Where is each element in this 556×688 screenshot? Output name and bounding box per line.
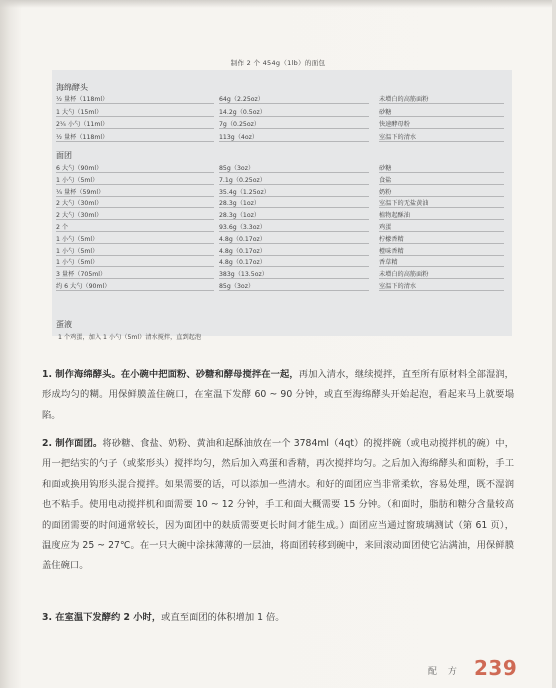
row-divider (56, 278, 214, 279)
row-divider (379, 278, 504, 279)
weight-cell: 4.8g（0.17oz） (219, 259, 266, 267)
step-2-heading: 2. 制作面团。 (42, 438, 103, 449)
egg-section-header: 蛋液 (56, 320, 72, 329)
weight-cell: 85g（3oz） (219, 165, 255, 172)
row-divider (379, 231, 504, 232)
row-divider (379, 290, 504, 291)
volume-cell: ½ 量杯（118ml） (56, 133, 109, 141)
row-divider (219, 219, 369, 220)
volume-cell: 约 6 大勺（90ml） (56, 283, 111, 290)
row-divider (379, 128, 504, 129)
table-row (56, 234, 504, 245)
table-row (56, 222, 504, 233)
weight-cell: 28.3g（1oz） (219, 212, 261, 220)
volume-cell: 2¼ 小勺（11ml） (56, 121, 109, 128)
row-divider (219, 290, 369, 291)
row-divider (56, 141, 214, 142)
row-divider (379, 255, 504, 256)
ingredient-cell: 室温下的无盐黄油 (379, 200, 429, 208)
row-divider (56, 290, 214, 291)
row-divider (379, 172, 504, 173)
volume-cell: 2 个 (56, 224, 69, 231)
weight-cell: 64g（2.25oz） (219, 96, 264, 103)
volume-cell: 1 小勺（5ml） (56, 235, 99, 243)
step-1-heading: 1. 制作海绵酵头。在小碗中把面粉、砂糖和酵母搅拌在一起， (42, 369, 299, 380)
weight-cell: 35.4g（1.25oz） (219, 188, 270, 196)
egg-wash-note: 1 个鸡蛋，加入 1 小勺（5ml）清水搅拌，直到起泡 (58, 334, 202, 341)
ingredient-cell: 奶粉 (379, 188, 392, 196)
table-row (56, 210, 504, 221)
table-row (56, 187, 504, 198)
row-divider (56, 255, 214, 256)
table-row (56, 269, 504, 280)
table-row (56, 246, 504, 257)
weight-cell: 85g（3oz） (219, 283, 255, 290)
volume-cell: 2 大勺（30ml） (56, 200, 103, 208)
row-divider (379, 196, 504, 197)
volume-cell: ¼ 量杯（59ml） (56, 188, 105, 196)
row-divider (379, 141, 504, 142)
row-divider (56, 172, 214, 173)
ingredient-cell: 室温下的清水 (379, 133, 417, 141)
volume-cell: 1 小勺（5ml） (56, 176, 99, 184)
table-row (56, 281, 504, 292)
ingredient-cell: 未增白的高筋面粉 (379, 271, 429, 279)
row-divider (56, 116, 214, 117)
row-divider (379, 103, 504, 104)
ingredient-cell: 柠檬香精 (379, 235, 404, 243)
step-3-text: 或直至面团的体积增加 1 倍。 (161, 612, 285, 623)
row-divider (219, 278, 369, 279)
page-top-shadow (0, 0, 556, 8)
weight-cell: 7.1g（0.25oz） (219, 176, 266, 184)
row-divider (219, 141, 369, 142)
step-1 (42, 365, 514, 426)
row-divider (219, 243, 369, 244)
row-divider (56, 243, 214, 244)
page-number: 239 (474, 656, 518, 680)
volume-cell: 1 小勺（5ml） (56, 259, 99, 267)
row-divider (379, 207, 504, 208)
table-row (56, 257, 504, 268)
step-3-heading: 3. 在室温下发酵约 2 小时， (42, 612, 162, 623)
row-divider (219, 207, 369, 208)
table-row (56, 132, 504, 143)
volume-cell: 2 大勺（30ml） (56, 212, 103, 220)
ingredient-cell: 室温下的清水 (379, 283, 417, 290)
table-row (56, 163, 504, 174)
weight-cell: 383g（13.5oz） (219, 271, 268, 279)
row-divider (379, 116, 504, 117)
step-1-text: 再加入清水，继续搅拌，直至所有原材料全部湿润，形成均匀的糊。用保鲜膜盖住碗口，在室温下发酵 60 ~ 90 分钟，或直至海绵酵头开始起泡，看起来马上就要塌陷。 (42, 369, 514, 421)
ingredient-cell: 砂糖 (379, 165, 392, 172)
volume-cell: 1 大勺（15ml） (56, 108, 103, 116)
ingredient-cell: 植物起酥油 (379, 212, 410, 220)
row-divider (56, 231, 214, 232)
volume-cell: 6 大勺（90ml） (56, 165, 103, 172)
step-2 (42, 434, 514, 577)
volume-cell: 1 小勺（5ml） (56, 247, 99, 255)
weight-cell: 113g（4oz） (219, 133, 259, 141)
weight-cell: 4.8g（0.17oz） (219, 235, 266, 243)
volume-cell: 3 量杯（705ml） (56, 271, 107, 279)
weight-cell: 14.2g（0.5oz） (219, 108, 266, 116)
row-divider (219, 231, 369, 232)
row-divider (219, 128, 369, 129)
weight-cell: 93.6g（3.3oz） (219, 224, 266, 231)
table-row (56, 94, 504, 105)
table-row (56, 175, 504, 186)
row-divider (219, 116, 369, 117)
row-divider (56, 128, 214, 129)
row-divider (56, 103, 214, 104)
weight-cell: 28.3g（1oz） (219, 200, 261, 208)
footer-section-label: 配 方 (428, 667, 461, 677)
ingredient-cell: 鸡蛋 (379, 224, 392, 231)
table-row (56, 198, 504, 209)
row-divider (56, 196, 214, 197)
page-right-edge (552, 0, 556, 688)
row-divider (219, 184, 369, 185)
ingredient-cell: 香草精 (379, 259, 398, 267)
table-row (56, 119, 504, 130)
ingredient-cell: 食盐 (379, 176, 392, 184)
row-divider (219, 266, 369, 267)
ingredient-cell: 砂糖 (379, 108, 392, 116)
weight-cell: 4.8g（0.17oz） (219, 247, 266, 255)
row-divider (56, 219, 214, 220)
dough-section-header: 面团 (56, 151, 72, 160)
ingredient-cell: 橙味香精 (379, 247, 404, 255)
step-2-text: 将砂糖、食盐、奶粉、黄油和起酥油放在一个 3784ml（4qt）的搅拌碗（或电动搅拌机的碗）中，用一把结实的勺子（或桨形头）搅拌均匀，然后加入鸡蛋和香精，再次搅拌均匀。之后加入海绵酵头和面粉，手工和面或换用钩形头混合搅拌。如果需要的话，可以添加一些清水。和好的面团应当非常柔软，容易处理，既不湿润也不粘手。使用电动搅拌机和面需要 10 ~ 12 分钟，手工和面大概需要 15 分钟。（和面时，脂肪和糖分含量较高的面团需要的时间通常较长，因为面团中的麸质需要更长时间才能生成。）面团应当通过窗玻璃测试（第 61 页），温度应为 25 ~ 27℃。在一只大碗中涂抹薄薄的一层油，将面团转移到碗中，来回滚动面团使它沾满油，用保鲜膜盖住碗口。 (42, 438, 514, 572)
row-divider (379, 184, 504, 185)
row-divider (219, 196, 369, 197)
row-divider (56, 184, 214, 185)
row-divider (56, 207, 214, 208)
ingredient-cell: 快速酵母粉 (379, 121, 410, 128)
recipe-table-title: 制作 2 个 454g（1lb）的面包 (230, 59, 326, 67)
row-divider (379, 243, 504, 244)
volume-cell: ½ 量杯（118ml） (56, 96, 109, 103)
weight-cell: 7g（0.25oz） (219, 121, 261, 128)
table-row (56, 107, 504, 118)
row-divider (219, 103, 369, 104)
row-divider (219, 255, 369, 256)
row-divider (379, 266, 504, 267)
row-divider (379, 219, 504, 220)
ingredient-cell: 未增白的高筋面粉 (379, 96, 429, 103)
step-3 (42, 608, 514, 628)
row-divider (219, 172, 369, 173)
row-divider (56, 266, 214, 267)
sponge-section-header: 海绵酵头 (56, 83, 88, 92)
